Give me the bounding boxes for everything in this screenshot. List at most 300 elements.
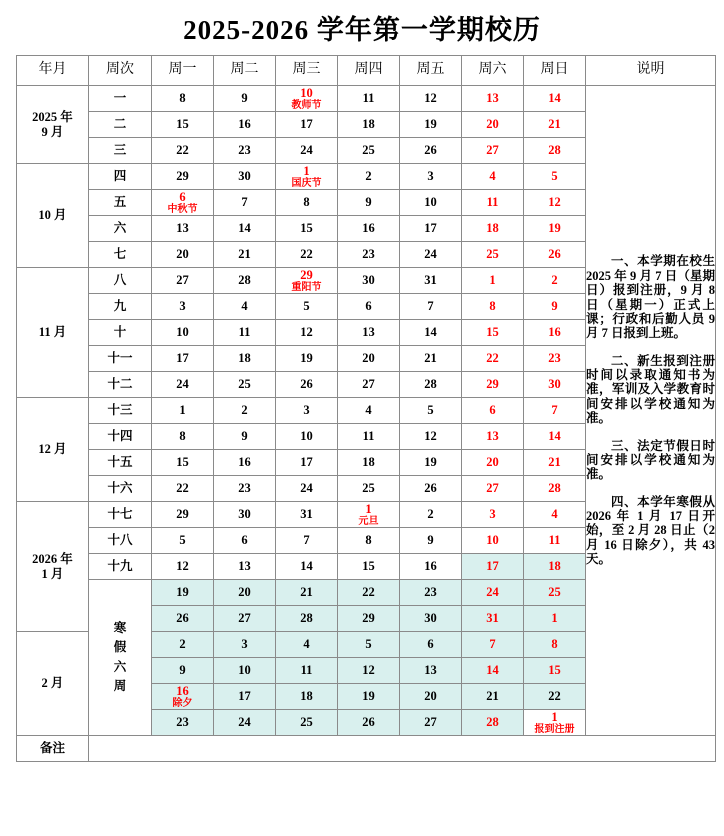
day-number: 9	[179, 663, 186, 678]
day-number: 24	[300, 143, 313, 158]
calendar-day-cell	[338, 476, 400, 502]
week-number-cell: 十四	[89, 424, 152, 450]
day-number: 18	[238, 351, 251, 366]
header-month: 年月	[17, 56, 89, 86]
calendar-day-cell	[462, 632, 524, 658]
day-number: 5	[179, 533, 186, 548]
calendar-day-cell	[462, 112, 524, 138]
day-number: 11	[238, 325, 251, 340]
calendar-day-cell	[214, 424, 276, 450]
calendar-day-cell	[338, 138, 400, 164]
calendar-day-cell	[462, 554, 524, 580]
header-week-no: 周次	[89, 56, 152, 86]
day-number: 5	[551, 169, 558, 184]
header-note: 说明	[586, 56, 716, 86]
day-number: 23	[424, 585, 437, 600]
day-number: 10	[424, 195, 437, 210]
day-number: 21	[300, 585, 313, 600]
calendar-day-cell	[152, 606, 214, 632]
calendar-day-cell	[152, 424, 214, 450]
calendar-day-cell	[338, 372, 400, 398]
day-number: 4	[241, 299, 248, 314]
calendar-day-cell	[462, 372, 524, 398]
day-number: 24	[424, 247, 437, 262]
day-number: 28	[548, 143, 561, 158]
header-day-fri: 周五	[400, 56, 462, 86]
calendar-day-cell	[276, 450, 338, 476]
day-number: 25	[548, 585, 561, 600]
day-number: 9	[551, 299, 558, 314]
day-number: 20	[362, 351, 375, 366]
academic-calendar-table	[16, 55, 716, 762]
calendar-day-cell	[400, 190, 462, 216]
day-number: 18	[362, 455, 375, 470]
calendar-day-cell	[400, 684, 462, 710]
day-number: 16	[176, 684, 189, 699]
calendar-day-cell	[214, 372, 276, 398]
calendar-day-cell	[462, 710, 524, 736]
calendar-day-cell	[152, 138, 214, 164]
calendar-day-cell	[462, 294, 524, 320]
day-number: 14	[300, 559, 313, 574]
day-number: 1	[551, 710, 558, 725]
day-number: 23	[238, 481, 251, 496]
week-number-cell: 十五	[89, 450, 152, 476]
calendar-day-cell	[152, 450, 214, 476]
calendar-day-cell	[276, 658, 338, 684]
calendar-day-cell	[524, 112, 586, 138]
week-number-cell: 三	[89, 138, 152, 164]
day-number: 26	[300, 377, 313, 392]
day-number: 7	[489, 637, 496, 652]
calendar-day-cell	[400, 710, 462, 736]
day-number: 29	[176, 507, 189, 522]
notes-cell	[586, 86, 716, 736]
day-number: 26	[424, 481, 437, 496]
calendar-day-cell	[276, 476, 338, 502]
week-number-cell: 四	[89, 164, 152, 190]
day-number: 8	[303, 195, 310, 210]
festival-label: 国庆节	[291, 177, 322, 189]
calendar-day-cell	[214, 112, 276, 138]
calendar-day-cell	[524, 294, 586, 320]
day-number: 27	[238, 611, 251, 626]
day-number: 13	[238, 559, 251, 574]
week-number-cell: 十一	[89, 346, 152, 372]
calendar-day-cell	[338, 320, 400, 346]
day-number: 22	[548, 689, 561, 704]
calendar-day-cell	[400, 164, 462, 190]
calendar-day-cell	[462, 424, 524, 450]
calendar-day-cell	[276, 606, 338, 632]
week-number-cell: 十	[89, 320, 152, 346]
day-number: 15	[362, 559, 375, 574]
day-number: 2	[241, 403, 248, 418]
day-number: 17	[238, 689, 251, 704]
calendar-day-cell	[276, 710, 338, 736]
calendar-day-cell	[524, 684, 586, 710]
day-number: 27	[486, 143, 499, 158]
day-number: 28	[548, 481, 561, 496]
day-number: 15	[486, 325, 499, 340]
day-number: 21	[424, 351, 437, 366]
header-day-wed: 周三	[276, 56, 338, 86]
day-number: 7	[551, 403, 558, 418]
calendar-day-cell	[276, 528, 338, 554]
day-number: 26	[362, 715, 375, 730]
calendar-day-cell	[524, 658, 586, 684]
calendar-day-cell	[276, 268, 338, 294]
calendar-day-cell	[152, 528, 214, 554]
day-number: 19	[300, 351, 313, 366]
calendar-day-cell	[276, 112, 338, 138]
calendar-day-cell	[462, 164, 524, 190]
day-number: 9	[427, 533, 434, 548]
day-number: 29	[486, 377, 499, 392]
calendar-day-cell	[400, 294, 462, 320]
calendar-day-cell	[152, 632, 214, 658]
calendar-day-cell	[524, 190, 586, 216]
day-number: 20	[486, 455, 499, 470]
day-number: 12	[548, 195, 561, 210]
day-number: 12	[424, 91, 437, 106]
page-title: 2025-2026 学年第一学期校历	[183, 15, 541, 45]
day-number: 17	[300, 455, 313, 470]
calendar-day-cell	[462, 216, 524, 242]
header-day-mon: 周一	[152, 56, 214, 86]
festival-label: 报到注册	[534, 723, 575, 735]
day-number: 17	[486, 559, 499, 574]
day-number: 24	[238, 715, 251, 730]
header-day-tue: 周二	[214, 56, 276, 86]
calendar-day-cell	[338, 684, 400, 710]
calendar-day-cell	[524, 242, 586, 268]
day-number: 29	[176, 169, 189, 184]
day-number: 16	[238, 455, 251, 470]
month-label-cell: 2026 年 1 月	[17, 502, 89, 632]
calendar-day-cell	[214, 346, 276, 372]
day-number: 2	[179, 637, 186, 652]
calendar-day-cell	[338, 632, 400, 658]
day-number: 3	[427, 169, 434, 184]
note-paragraph-3: 三、法定节假日时间安排以学校通知为准。	[586, 438, 715, 482]
calendar-day-cell	[462, 476, 524, 502]
calendar-day-cell	[524, 164, 586, 190]
day-number: 17	[176, 351, 189, 366]
calendar-day-cell	[524, 320, 586, 346]
day-number: 15	[176, 455, 189, 470]
calendar-day-cell	[338, 242, 400, 268]
calendar-day-cell	[462, 502, 524, 528]
day-number: 7	[303, 533, 310, 548]
note-paragraph-4: 四、本学年寒假从 2026 年 1 月 17 日开始，至 2 月 28 日止（2 月 16 日除夕），共 43 天。	[586, 494, 715, 567]
day-number: 31	[486, 611, 499, 626]
day-number: 6	[427, 637, 434, 652]
calendar-day-cell	[152, 112, 214, 138]
day-number: 1	[179, 403, 186, 418]
calendar-day-cell	[214, 190, 276, 216]
day-number: 14	[548, 429, 561, 444]
note-paragraph-1: 一、本学期在校生 2025 年 9 月 7 日（星期日）报到注册，9 月 8 日（星期一）正式上课；行政和后勤人员 9 月 7 日报到上班。	[586, 254, 715, 341]
week-number-cell: 五	[89, 190, 152, 216]
day-number: 27	[176, 273, 189, 288]
day-number: 17	[300, 117, 313, 132]
calendar-day-cell	[276, 346, 338, 372]
day-number: 10	[300, 429, 313, 444]
day-number: 3	[489, 507, 496, 522]
calendar-day-cell	[152, 710, 214, 736]
calendar-day-cell	[214, 684, 276, 710]
calendar-day-cell	[524, 554, 586, 580]
calendar-day-cell	[276, 372, 338, 398]
calendar-day-cell	[400, 502, 462, 528]
calendar-day-cell	[524, 138, 586, 164]
calendar-day-cell	[462, 268, 524, 294]
day-number: 20	[424, 689, 437, 704]
day-number: 20	[176, 247, 189, 262]
week-number-cell: 七	[89, 242, 152, 268]
day-number: 28	[238, 273, 251, 288]
calendar-day-cell	[276, 398, 338, 424]
day-number: 13	[176, 221, 189, 236]
day-number: 27	[486, 481, 499, 496]
calendar-day-cell	[400, 346, 462, 372]
calendar-day-cell	[524, 710, 586, 736]
day-number: 19	[176, 585, 189, 600]
calendar-day-cell	[152, 372, 214, 398]
day-number: 25	[362, 481, 375, 496]
day-number: 15	[176, 117, 189, 132]
calendar-day-cell	[400, 658, 462, 684]
calendar-day-cell	[524, 528, 586, 554]
calendar-day-cell	[462, 606, 524, 632]
day-number: 27	[424, 715, 437, 730]
day-number: 13	[486, 91, 499, 106]
calendar-day-cell	[338, 580, 400, 606]
day-number: 30	[238, 169, 251, 184]
day-number: 18	[362, 117, 375, 132]
calendar-day-cell	[524, 268, 586, 294]
day-number: 6	[489, 403, 496, 418]
calendar-day-cell	[462, 398, 524, 424]
day-number: 28	[486, 715, 499, 730]
table-row	[17, 86, 716, 112]
calendar-day-cell	[462, 242, 524, 268]
day-number: 12	[424, 429, 437, 444]
day-number: 30	[424, 611, 437, 626]
calendar-day-cell	[338, 554, 400, 580]
day-number: 26	[548, 247, 561, 262]
day-number: 30	[238, 507, 251, 522]
calendar-day-cell	[338, 268, 400, 294]
day-number: 11	[548, 533, 561, 548]
calendar-day-cell	[400, 242, 462, 268]
month-label-cell: 11 月	[17, 268, 89, 398]
header-day-sat: 周六	[462, 56, 524, 86]
day-number: 19	[424, 117, 437, 132]
calendar-day-cell	[338, 424, 400, 450]
day-number: 25	[486, 247, 499, 262]
calendar-day-cell	[400, 632, 462, 658]
calendar-day-cell	[338, 346, 400, 372]
day-number: 16	[238, 117, 251, 132]
calendar-day-cell	[400, 372, 462, 398]
day-number: 15	[300, 221, 313, 236]
calendar-day-cell	[276, 632, 338, 658]
remark-value[interactable]	[89, 736, 716, 762]
calendar-day-cell	[214, 164, 276, 190]
day-number: 13	[424, 663, 437, 678]
calendar-day-cell	[524, 580, 586, 606]
calendar-day-cell	[152, 190, 214, 216]
calendar-day-cell	[462, 528, 524, 554]
calendar-day-cell	[338, 216, 400, 242]
day-number: 19	[548, 221, 561, 236]
week-number-cell: 六	[89, 216, 152, 242]
calendar-day-cell	[462, 190, 524, 216]
calendar-day-cell	[214, 606, 276, 632]
day-number: 4	[303, 637, 310, 652]
day-number: 16	[548, 325, 561, 340]
calendar-day-cell	[214, 294, 276, 320]
calendar-day-cell	[152, 398, 214, 424]
day-number: 20	[486, 117, 499, 132]
calendar-day-cell	[400, 320, 462, 346]
remark-label: 备注	[17, 736, 89, 762]
day-number: 5	[303, 299, 310, 314]
day-number: 9	[241, 91, 248, 106]
day-number: 23	[238, 143, 251, 158]
calendar-day-cell	[462, 138, 524, 164]
calendar-day-cell	[152, 294, 214, 320]
day-number: 13	[362, 325, 375, 340]
calendar-day-cell	[214, 138, 276, 164]
day-number: 19	[362, 689, 375, 704]
day-number: 21	[486, 689, 499, 704]
calendar-day-cell	[400, 554, 462, 580]
day-number: 2	[365, 169, 372, 184]
calendar-day-cell	[276, 216, 338, 242]
calendar-day-cell	[152, 242, 214, 268]
day-number: 14	[238, 221, 251, 236]
day-number: 22	[176, 481, 189, 496]
day-number: 3	[303, 403, 310, 418]
calendar-day-cell	[152, 554, 214, 580]
calendar-day-cell	[214, 320, 276, 346]
week-number-cell: 十八	[89, 528, 152, 554]
day-number: 1	[489, 273, 496, 288]
calendar-day-cell	[462, 86, 524, 112]
day-number: 4	[551, 507, 558, 522]
calendar-day-cell	[214, 268, 276, 294]
remark-row	[17, 736, 716, 762]
calendar-day-cell	[524, 86, 586, 112]
calendar-day-cell	[524, 632, 586, 658]
day-number: 18	[486, 221, 499, 236]
day-number: 2	[551, 273, 558, 288]
calendar-day-cell	[152, 164, 214, 190]
calendar-day-cell	[462, 580, 524, 606]
day-number: 7	[241, 195, 248, 210]
calendar-day-cell	[276, 242, 338, 268]
day-number: 25	[238, 377, 251, 392]
calendar-day-cell	[152, 320, 214, 346]
calendar-day-cell	[214, 450, 276, 476]
calendar-day-cell	[524, 216, 586, 242]
calendar-day-cell	[524, 606, 586, 632]
week-number-cell: 十七	[89, 502, 152, 528]
day-number: 1	[303, 164, 310, 179]
header-day-sun: 周日	[524, 56, 586, 86]
note-paragraph-2: 二、新生报到注册时间以录取通知书为准，军训及入学教育时间安排以学校通知为准。	[586, 353, 715, 426]
day-number: 14	[424, 325, 437, 340]
day-number: 10	[176, 325, 189, 340]
calendar-day-cell	[338, 450, 400, 476]
day-number: 11	[362, 91, 375, 106]
day-number: 20	[238, 585, 251, 600]
calendar-day-cell	[276, 502, 338, 528]
week-number-cell: 九	[89, 294, 152, 320]
day-number: 11	[300, 663, 313, 678]
day-number: 24	[300, 481, 313, 496]
calendar-day-cell	[214, 554, 276, 580]
header-row	[17, 56, 716, 86]
calendar-day-cell	[276, 294, 338, 320]
calendar-day-cell	[276, 190, 338, 216]
day-number: 30	[548, 377, 561, 392]
calendar-day-cell	[338, 294, 400, 320]
day-number: 4	[489, 169, 496, 184]
day-number: 5	[427, 403, 434, 418]
calendar-day-cell	[400, 398, 462, 424]
calendar-day-cell	[214, 710, 276, 736]
day-number: 22	[300, 247, 313, 262]
calendar-day-cell	[152, 502, 214, 528]
calendar-day-cell	[214, 528, 276, 554]
day-number: 8	[179, 429, 186, 444]
day-number: 12	[362, 663, 375, 678]
day-number: 8	[365, 533, 372, 548]
day-number: 29	[300, 268, 313, 283]
calendar-day-cell	[524, 502, 586, 528]
month-label-cell: 2 月	[17, 632, 89, 736]
festival-label: 中秋节	[167, 203, 198, 215]
day-number: 6	[365, 299, 372, 314]
day-number: 3	[241, 637, 248, 652]
day-number: 10	[486, 533, 499, 548]
calendar-day-cell	[400, 450, 462, 476]
calendar-day-cell	[276, 424, 338, 450]
calendar-day-cell	[400, 138, 462, 164]
day-number: 19	[424, 455, 437, 470]
day-number: 6	[179, 190, 186, 205]
calendar-day-cell	[214, 580, 276, 606]
day-number: 25	[300, 715, 313, 730]
calendar-day-cell	[400, 528, 462, 554]
calendar-day-cell	[276, 320, 338, 346]
calendar-day-cell	[276, 684, 338, 710]
day-number: 26	[424, 143, 437, 158]
day-number: 21	[548, 455, 561, 470]
calendar-day-cell	[524, 450, 586, 476]
table-header	[17, 56, 716, 86]
week-number-cell: 十九	[89, 554, 152, 580]
day-number: 28	[300, 611, 313, 626]
day-number: 17	[424, 221, 437, 236]
calendar-day-cell	[462, 346, 524, 372]
calendar-day-cell	[524, 346, 586, 372]
day-number: 14	[486, 663, 499, 678]
